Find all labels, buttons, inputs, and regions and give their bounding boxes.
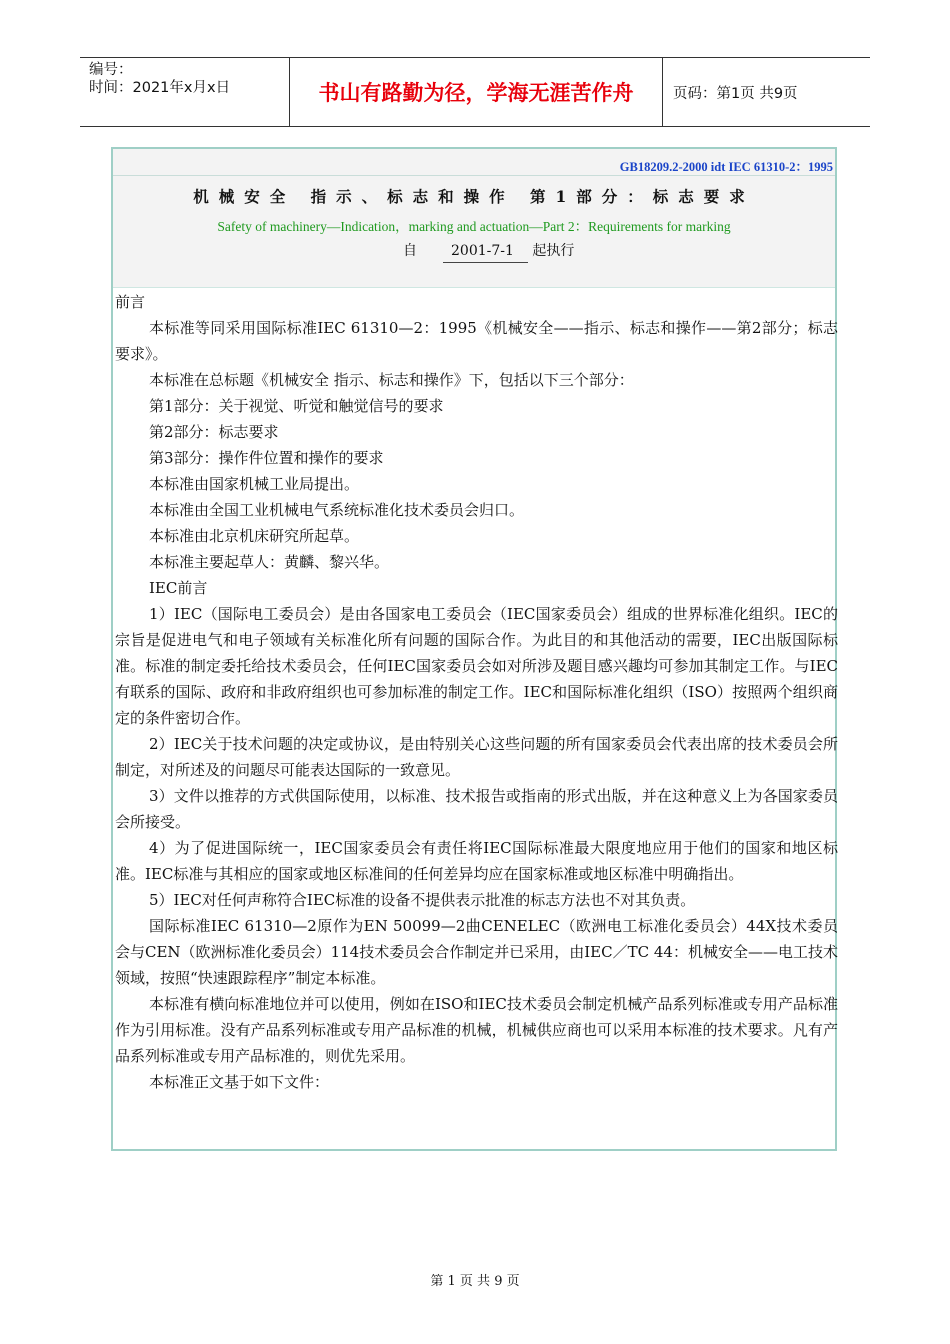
body-paragraph: 第2部分：标志要求 [149, 423, 279, 441]
body-paragraph: 第3部分：操作件位置和操作的要求 [149, 449, 384, 467]
effective-prefix: 自 [403, 243, 417, 259]
document-body [113, 289, 839, 1095]
body-paragraph: 本标准由北京机床研究所起草。 [149, 527, 360, 545]
effective-date: 2001-7-1 [443, 243, 528, 263]
title-chinese: 机械安全 指示、标志和操作 第1部分：标志要求 [193, 187, 755, 206]
body-paragraph: 本标准有横向标准地位并可以使用，例如在ISO和IEC技术委员会制定机械产品系列标准或专用产品标准作为引用标准。没有产品系列标准或专用产品标准的机械，机械供应商也可以采用本标准的技术要求。凡有产品系列标准或专用产品标准的，则优先采用。 [115, 995, 838, 1065]
body-paragraph: 3）文件以推荐的方式供国际使用，以标准、技术报告或指南的形式出版，并在这种意义上为各国家委员会所接受。 [115, 787, 838, 831]
effective-date-line [403, 240, 574, 263]
title-english: Safety of machinery—Indication，marking and actuation—Part 2：Requirements for marking [217, 219, 731, 234]
body-paragraph: 第1部分：关于视觉、听觉和触觉信号的要求 [149, 397, 444, 415]
body-paragraph: 本标准由国家机械工业局提出。 [149, 475, 360, 493]
body-paragraph: IEC前言 [149, 579, 208, 597]
title-divider [113, 175, 835, 176]
body-paragraph: 本标准在总标题《机械安全 指示、标志和操作》下，包括以下三个部分： [149, 371, 634, 389]
body-paragraph: 前言 [115, 293, 146, 311]
body-paragraph: 5）IEC对任何声称符合IEC标准的设备不提供表示批准的标志方法也不对其负责。 [149, 891, 696, 909]
header-meta [80, 58, 290, 126]
body-paragraph: 4）为了促进国际统一，IEC国家委员会有责任将IEC国际标准最大限度地应用于他们的国家和地区标准。IEC标准与其相应的国家或地区标准间的任何差异均应在国家标准或地区标准中明确指出。 [115, 839, 838, 883]
body-paragraph: 本标准等同采用国际标准IEC 61310—2：1995《机械安全——指示、标志和操作——第2部分；标志要求》。 [115, 319, 838, 363]
header-motto: 书山有路勤为径，学海无涯苦作舟 [290, 58, 663, 126]
body-paragraph: 本标准由全国工业机械电气系统标准化技术委员会归口。 [149, 501, 525, 519]
time-label: 时间：2021年x月x日 [89, 80, 231, 96]
title-block [113, 149, 835, 288]
page-footer: 第 1 页 共 9 页 [430, 1274, 520, 1289]
number-label: 编号： [89, 62, 133, 78]
body-paragraph: 2）IEC关于技术问题的决定或协议，是由特别关心这些问题的所有国家委员会代表出席的技术委员会所制定，对所述及的问题尽可能表达国际的一致意见。 [115, 735, 838, 779]
document-frame [111, 147, 837, 1151]
body-paragraph: 1）IEC（国际电工委员会）是由各国家电工委员会（IEC国家委员会）组成的世界标准化组织。IEC的宗旨是促进电气和电子领域有关标准化所有问题的国际合作。为此目的和其他活动的需要，IEC出版国际标准。标准的制定委托给技术委员会，任何IEC国家委员会如对所涉及题目感兴趣均可参加其制定工作。与IEC有联系的国际、政府和非政府组织也可参加标准的制定工作。IEC和国际标准化组织（ISO）按照两个组织商定的条件密切合作。 [115, 605, 838, 727]
header-page-info: 页码：第1页 共9页 [673, 85, 798, 102]
body-paragraph: 国际标准IEC 61310—2原作为EN 50099—2曲CENELEC（欧洲电工标准化委员会）44X技术委员会与CEN（欧洲标准化委员会）114技术委员会合作制定并已采用，由IEC／TC 44：机械安全——电工技术领域，按照“快速跟踪程序”制定本标准。 [115, 917, 838, 987]
body-paragraph: 本标准主要起草人：黄麟、黎兴华。 [149, 553, 390, 571]
page-header-table [80, 57, 870, 127]
effective-suffix: 起执行 [532, 243, 575, 259]
standard-code: GB18209.2-2000 idt IEC 61310-2：1995 [619, 160, 833, 174]
body-paragraph: 本标准正文基于如下文件： [149, 1073, 330, 1091]
